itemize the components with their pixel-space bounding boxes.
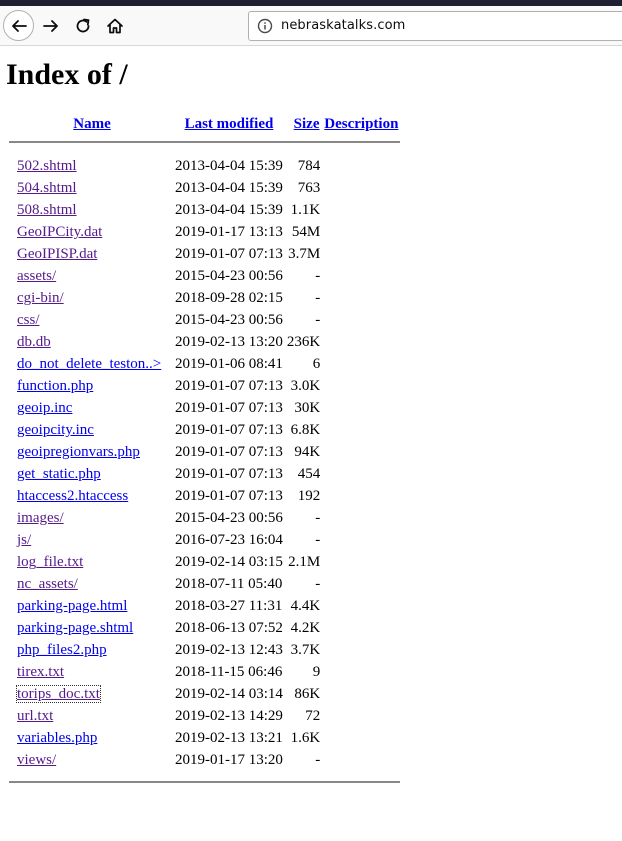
file-link[interactable]: 508.shtml bbox=[17, 202, 77, 218]
size-cell: 454 bbox=[297, 466, 321, 482]
description-cell bbox=[322, 309, 400, 331]
file-name-cell bbox=[9, 485, 169, 507]
file-link[interactable]: 502.shtml bbox=[17, 158, 77, 174]
file-name-cell bbox=[9, 529, 169, 551]
url-text: nebraskatalks.com bbox=[281, 18, 406, 33]
size-cell: 30K bbox=[294, 400, 321, 416]
description-cell bbox=[322, 331, 400, 353]
size-cell: 763 bbox=[297, 180, 321, 196]
size-cell: 4.2K bbox=[290, 620, 321, 636]
file-link[interactable]: css/ bbox=[17, 312, 40, 328]
table-row bbox=[9, 243, 400, 265]
table-row bbox=[9, 375, 400, 397]
table-row bbox=[9, 221, 400, 243]
file-name-cell bbox=[9, 265, 169, 287]
description-cell bbox=[322, 397, 400, 419]
table-row bbox=[9, 287, 400, 309]
last-modified-cell: 2015-04-23 00:56 bbox=[175, 312, 283, 328]
file-link[interactable]: log_file.txt bbox=[17, 554, 84, 570]
last-modified-cell: 2019-01-17 13:20 bbox=[175, 752, 283, 768]
table-row bbox=[9, 397, 400, 419]
table-row bbox=[9, 177, 400, 199]
file-name-cell bbox=[9, 331, 169, 353]
description-column-header bbox=[322, 112, 400, 139]
table-row bbox=[9, 727, 400, 749]
size-cell: 2.1M bbox=[288, 554, 321, 570]
file-link[interactable]: GeoIPCity.dat bbox=[17, 224, 103, 240]
last-modified-cell: 2015-04-23 00:56 bbox=[175, 268, 283, 284]
size-cell: 86K bbox=[294, 686, 321, 702]
file-link[interactable]: torips_doc.txt bbox=[17, 686, 100, 702]
table-row bbox=[9, 595, 400, 617]
file-link[interactable]: nc_assets/ bbox=[17, 576, 78, 592]
last-modified-cell: 2018-09-28 02:15 bbox=[175, 290, 283, 306]
file-link[interactable]: geoipregionvars.php bbox=[17, 444, 140, 460]
footer-divider bbox=[9, 781, 400, 783]
file-name-cell bbox=[9, 705, 169, 727]
description-cell bbox=[322, 199, 400, 221]
file-link[interactable]: views/ bbox=[17, 752, 57, 768]
table-row bbox=[9, 661, 400, 683]
file-name-cell bbox=[9, 177, 169, 199]
last-modified-cell: 2019-01-07 07:13 bbox=[175, 400, 283, 416]
last-modified-cell: 2019-02-14 03:14 bbox=[175, 686, 283, 702]
back-button[interactable] bbox=[3, 10, 34, 41]
file-name-cell bbox=[9, 441, 169, 463]
table-row bbox=[9, 463, 400, 485]
file-name-cell bbox=[9, 155, 169, 177]
size-cell: - bbox=[315, 268, 321, 284]
table-row bbox=[9, 441, 400, 463]
size-cell: 6 bbox=[312, 356, 321, 372]
file-name-cell bbox=[9, 199, 169, 221]
last-modified-cell: 2015-04-23 00:56 bbox=[175, 510, 283, 526]
last-modified-cell: 2019-01-07 07:13 bbox=[175, 488, 283, 504]
description-cell bbox=[322, 749, 400, 771]
file-name-cell bbox=[9, 727, 169, 749]
last-modified-cell: 2018-03-27 11:31 bbox=[175, 598, 283, 614]
file-link[interactable]: htaccess2.htaccess bbox=[17, 488, 129, 504]
size-cell: 1.6K bbox=[290, 730, 321, 746]
sort-by-size-link[interactable]: Size bbox=[293, 116, 320, 132]
file-name-cell bbox=[9, 661, 169, 683]
file-name-cell bbox=[9, 749, 169, 771]
file-name-cell bbox=[9, 287, 169, 309]
file-name-cell bbox=[9, 397, 169, 419]
file-link[interactable]: GeoIPISP.dat bbox=[17, 246, 98, 262]
last-modified-cell: 2019-02-13 12:43 bbox=[175, 642, 283, 658]
address-bar[interactable] bbox=[248, 11, 622, 41]
table-row bbox=[9, 199, 400, 221]
size-cell: 94K bbox=[294, 444, 321, 460]
file-link[interactable]: 504.shtml bbox=[17, 180, 77, 196]
file-name-cell bbox=[9, 375, 169, 397]
size-cell: 236K bbox=[286, 334, 321, 350]
file-name-cell bbox=[9, 463, 169, 485]
table-row bbox=[9, 331, 400, 353]
description-cell bbox=[322, 529, 400, 551]
description-cell bbox=[322, 551, 400, 573]
size-cell: - bbox=[315, 576, 321, 592]
description-cell bbox=[322, 265, 400, 287]
table-row bbox=[9, 705, 400, 727]
file-link[interactable]: function.php bbox=[17, 378, 94, 394]
table-row bbox=[9, 573, 400, 595]
size-cell: - bbox=[315, 290, 321, 306]
description-cell bbox=[322, 177, 400, 199]
description-cell bbox=[322, 441, 400, 463]
file-name-cell bbox=[9, 353, 169, 375]
directory-listing bbox=[9, 112, 400, 783]
description-cell bbox=[322, 353, 400, 375]
description-cell bbox=[322, 243, 400, 265]
description-cell bbox=[322, 419, 400, 441]
file-link[interactable]: images/ bbox=[17, 510, 64, 526]
table-row bbox=[9, 683, 400, 705]
file-name-cell bbox=[9, 595, 169, 617]
description-cell bbox=[322, 221, 400, 243]
sort-by-name-link[interactable]: Name bbox=[73, 116, 111, 132]
last-modified-cell: 2018-07-11 05:40 bbox=[175, 576, 283, 592]
description-cell bbox=[322, 661, 400, 683]
forward-arrow-icon bbox=[42, 17, 60, 35]
table-row bbox=[9, 639, 400, 661]
description-cell bbox=[322, 375, 400, 397]
file-link[interactable]: js/ bbox=[17, 532, 32, 548]
file-name-cell bbox=[9, 309, 169, 331]
table-row bbox=[9, 617, 400, 639]
size-cell: 3.0K bbox=[290, 378, 321, 394]
description-cell bbox=[322, 617, 400, 639]
last-modified-column-header bbox=[169, 112, 285, 139]
file-link[interactable]: get_static.php bbox=[17, 466, 101, 482]
description-cell bbox=[322, 463, 400, 485]
file-name-cell bbox=[9, 683, 169, 705]
last-modified-cell: 2013-04-04 15:39 bbox=[175, 158, 283, 174]
header-row bbox=[9, 112, 400, 139]
file-name-cell bbox=[9, 551, 169, 573]
file-link[interactable]: url.txt bbox=[17, 708, 54, 724]
header-divider-row bbox=[9, 139, 400, 155]
size-cell: - bbox=[315, 510, 321, 526]
file-name-cell bbox=[9, 617, 169, 639]
size-cell: 9 bbox=[312, 664, 321, 680]
size-cell: 54M bbox=[291, 224, 321, 240]
last-modified-cell: 2019-01-07 07:13 bbox=[175, 378, 283, 394]
size-cell: - bbox=[315, 532, 321, 548]
footer-divider-row bbox=[9, 771, 400, 783]
name-column-header bbox=[9, 112, 169, 139]
browser-toolbar bbox=[0, 6, 622, 46]
last-modified-cell: 2019-02-13 13:20 bbox=[175, 334, 283, 350]
last-modified-cell: 2019-02-14 03:15 bbox=[175, 554, 283, 570]
description-cell bbox=[322, 287, 400, 309]
reload-icon bbox=[74, 17, 92, 35]
file-link[interactable]: assets/ bbox=[17, 268, 57, 284]
file-link[interactable]: variables.php bbox=[17, 730, 98, 746]
table-row bbox=[9, 551, 400, 573]
size-column-header bbox=[285, 112, 322, 139]
back-arrow-icon bbox=[10, 17, 28, 35]
file-link[interactable]: db.db bbox=[17, 334, 51, 350]
table-row bbox=[9, 749, 400, 771]
description-cell bbox=[322, 485, 400, 507]
forward-button[interactable] bbox=[36, 11, 66, 41]
description-cell bbox=[322, 639, 400, 661]
table-row bbox=[9, 265, 400, 287]
size-cell: 4.4K bbox=[290, 598, 321, 614]
last-modified-cell: 2019-01-17 13:13 bbox=[175, 224, 283, 240]
size-cell: 192 bbox=[297, 488, 321, 504]
file-link[interactable]: cgi-bin/ bbox=[17, 290, 64, 306]
file-name-cell bbox=[9, 221, 169, 243]
last-modified-cell: 2013-04-04 15:39 bbox=[175, 180, 283, 196]
description-cell bbox=[322, 705, 400, 727]
table-row bbox=[9, 507, 400, 529]
description-cell bbox=[322, 595, 400, 617]
size-cell: 3.7K bbox=[290, 642, 321, 658]
file-name-cell bbox=[9, 639, 169, 661]
file-link[interactable]: parking-page.html bbox=[17, 598, 128, 614]
last-modified-cell: 2016-07-23 16:04 bbox=[175, 532, 283, 548]
size-cell: - bbox=[315, 752, 321, 768]
home-button[interactable] bbox=[100, 11, 130, 41]
table-row bbox=[9, 419, 400, 441]
last-modified-cell: 2019-01-07 07:13 bbox=[175, 466, 283, 482]
last-modified-cell: 2019-02-13 13:21 bbox=[175, 730, 283, 746]
description-cell bbox=[322, 507, 400, 529]
file-link[interactable]: php_files2.php bbox=[17, 642, 107, 658]
size-cell: 72 bbox=[305, 708, 321, 724]
table-row bbox=[9, 485, 400, 507]
file-name-cell bbox=[9, 243, 169, 265]
file-link[interactable]: tirex.txt bbox=[17, 664, 65, 680]
table-row bbox=[9, 309, 400, 331]
last-modified-cell: 2019-01-07 07:13 bbox=[175, 246, 283, 262]
last-modified-cell: 2019-02-13 14:29 bbox=[175, 708, 283, 724]
file-link[interactable]: do_not_delete_teston..> bbox=[17, 356, 162, 372]
table-row bbox=[9, 353, 400, 375]
last-modified-cell: 2013-04-04 15:39 bbox=[175, 202, 283, 218]
last-modified-cell: 2019-01-07 07:13 bbox=[175, 444, 283, 460]
size-cell: 1.1K bbox=[290, 202, 321, 218]
file-name-cell bbox=[9, 419, 169, 441]
last-modified-cell: 2018-06-13 07:52 bbox=[175, 620, 283, 636]
last-modified-cell: 2019-01-06 08:41 bbox=[175, 356, 283, 372]
description-cell bbox=[322, 727, 400, 749]
sort-by-last-modified-link[interactable]: Last modified bbox=[184, 116, 274, 132]
description-cell bbox=[322, 573, 400, 595]
file-link[interactable]: geoip.inc bbox=[17, 400, 73, 416]
sort-by-description-link[interactable]: Description bbox=[324, 116, 399, 132]
page-title: Index of / bbox=[6, 58, 128, 91]
file-link[interactable]: parking-page.shtml bbox=[17, 620, 134, 636]
description-cell bbox=[322, 155, 400, 177]
description-cell bbox=[322, 683, 400, 705]
file-name-cell bbox=[9, 573, 169, 595]
size-cell: 6.8K bbox=[290, 422, 321, 438]
table-row bbox=[9, 529, 400, 551]
size-cell: 784 bbox=[297, 158, 321, 174]
header-divider bbox=[9, 141, 400, 143]
info-icon[interactable] bbox=[257, 18, 273, 34]
file-name-cell bbox=[9, 507, 169, 529]
last-modified-cell: 2018-11-15 06:46 bbox=[175, 664, 283, 680]
home-icon bbox=[106, 17, 124, 35]
last-modified-cell: 2019-01-07 07:13 bbox=[175, 422, 283, 438]
file-link[interactable]: geoipcity.inc bbox=[17, 422, 94, 438]
reload-button[interactable] bbox=[68, 11, 98, 41]
table-row bbox=[9, 155, 400, 177]
size-cell: - bbox=[315, 312, 321, 328]
size-cell: 3.7M bbox=[288, 246, 321, 262]
